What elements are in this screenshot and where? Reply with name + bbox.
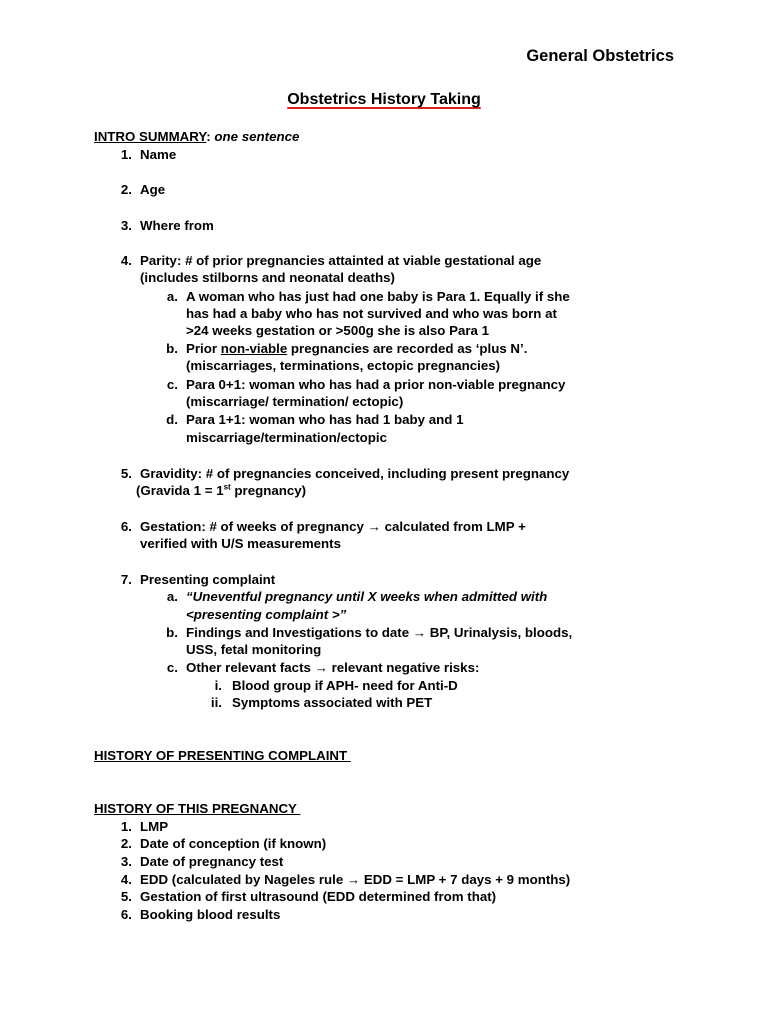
sub-number: a. <box>166 589 178 604</box>
sub-text: pregnancies are recorded as ‘plus N’. <box>287 341 528 356</box>
superscript: st <box>223 482 231 492</box>
list-item: Date of pregnancy test <box>140 854 284 869</box>
roman-number: ii. <box>210 695 222 710</box>
page-header: General Obstetrics <box>526 47 674 65</box>
list-item-cont <box>136 482 306 499</box>
list-number: 1. <box>120 819 132 834</box>
list-item: EDD (calculated by Nageles rule → EDD = LMP + 7 days + 9 months) <box>140 872 571 887</box>
sub-number: d. <box>166 412 178 427</box>
list-number: 6. <box>120 907 132 922</box>
sub-number: c. <box>166 377 178 392</box>
list-item: LMP <box>140 819 169 834</box>
sub-number: b. <box>166 625 178 640</box>
sub-item-cont: (miscarriage/ termination/ ectopic) <box>186 394 404 409</box>
list-number: 5. <box>120 889 132 904</box>
list-item: Date of conception (if known) <box>140 836 327 851</box>
sub-item-cont: >24 weeks gestation or >500g she is also Para 1 <box>186 323 490 338</box>
list-number: 6. <box>120 519 132 534</box>
sub-item <box>186 340 527 357</box>
list-number: 3. <box>120 854 132 869</box>
sub-number: b. <box>166 341 178 356</box>
list-item: Parity: # of prior pregnancies attainted at viable gestational age <box>140 253 542 268</box>
sub-item: Para 0+1: woman who has had a prior non-viable pregnancy <box>186 377 566 392</box>
roman-number: i. <box>214 678 222 693</box>
sub-text: Prior <box>186 341 221 356</box>
list-number: 5. <box>120 466 132 481</box>
list-number: 7. <box>120 572 132 587</box>
sub-item-cont: <presenting complaint >” <box>186 607 347 622</box>
list-item: Booking blood results <box>140 907 281 922</box>
intro-heading: INTRO SUMMARY <box>94 129 207 144</box>
gravidity-text: (Gravida 1 = 1 <box>136 483 224 498</box>
list-item: Name <box>140 147 177 162</box>
intro-colon: : <box>206 129 211 144</box>
list-item-cont: verified with U/S measurements <box>140 536 341 551</box>
sub-item-cont: USS, fetal monitoring <box>186 642 322 657</box>
list-item-cont: (includes stilborns and neonatal deaths) <box>140 270 395 285</box>
page-title <box>0 90 768 110</box>
list-item: Gestation of first ultrasound (EDD determined from that) <box>140 889 497 904</box>
htp-heading: HISTORY OF THIS PREGNANCY <box>94 801 301 816</box>
list-item: Gravidity: # of pregnancies conceived, including present pregnancy <box>140 466 570 481</box>
sub-number: c. <box>166 660 178 675</box>
list-item: Gestation: # of weeks of pregnancy → calculated from LMP + <box>140 519 526 534</box>
list-number: 1. <box>120 147 132 162</box>
intro-subtitle: one sentence <box>214 129 300 144</box>
list-number: 4. <box>120 872 132 887</box>
list-item: Age <box>140 182 166 197</box>
sub-item: Other relevant facts → relevant negative risks: <box>186 660 480 675</box>
hpc-heading: HISTORY OF PRESENTING COMPLAINT <box>94 748 351 763</box>
sub-item-cont: miscarriage/termination/ectopic <box>186 430 387 445</box>
intro-heading-line <box>94 128 299 145</box>
list-number: 3. <box>120 218 132 233</box>
sub-item: A woman who has just had one baby is Para 1. Equally if she <box>186 289 570 304</box>
list-number: 4. <box>120 253 132 268</box>
sub-item: Para 1+1: woman who has had 1 baby and 1 <box>186 412 464 427</box>
list-item: Presenting complaint <box>140 572 276 587</box>
list-number: 2. <box>120 836 132 851</box>
roman-item: Symptoms associated with PET <box>232 695 433 710</box>
sub-item-cont: (miscarriages, terminations, ectopic pregnancies) <box>186 358 501 373</box>
sub-number: a. <box>166 289 178 304</box>
sub-item: “Uneventful pregnancy until X weeks when admitted with <box>186 589 548 604</box>
underlined-term: non-viable <box>220 341 288 356</box>
list-number: 2. <box>120 182 132 197</box>
list-item: Where from <box>140 218 214 233</box>
sub-item: Findings and Investigations to date → BP, Urinalysis, bloods, <box>186 625 573 640</box>
sub-item-cont: has had a baby who has not survived and who was born at <box>186 306 557 321</box>
gravidity-text: pregnancy) <box>230 483 307 498</box>
roman-item: Blood group if APH- need for Anti-D <box>232 678 458 693</box>
title-text: Obstetrics History Taking <box>287 91 481 108</box>
